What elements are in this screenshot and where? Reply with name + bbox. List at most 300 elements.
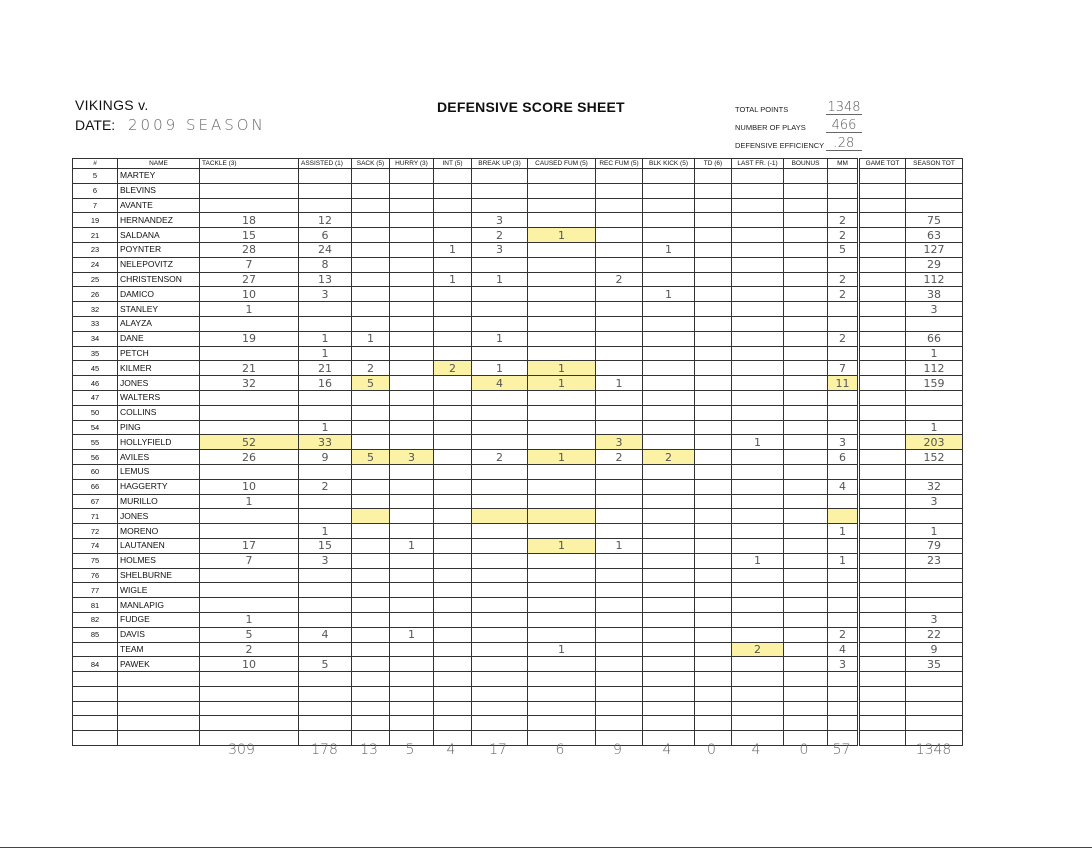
cell-last <box>732 316 784 331</box>
cell-game <box>859 183 906 198</box>
table-row <box>73 672 963 687</box>
cell-sack <box>352 198 390 213</box>
cell-last <box>732 657 784 672</box>
cell-season: 112 <box>906 361 963 376</box>
cell-caused: 1 <box>528 228 596 243</box>
cell-assisted: 21 <box>299 361 352 376</box>
cell-sack: 2 <box>352 361 390 376</box>
cell-num: 81 <box>73 598 118 613</box>
cell-bonus <box>784 257 828 272</box>
cell-caused <box>528 213 596 228</box>
cell-breakup <box>472 672 528 687</box>
cell-game <box>859 686 906 701</box>
cell-bonus <box>784 509 828 524</box>
cell-blk <box>643 598 695 613</box>
cell-bonus <box>784 568 828 583</box>
cell-game <box>859 376 906 391</box>
cell-td <box>695 420 732 435</box>
cell-name: PING <box>118 420 200 435</box>
col-header: # <box>73 159 118 169</box>
cell-mm: 2 <box>828 228 859 243</box>
cell-int <box>434 450 472 465</box>
col-header: BOUNUS <box>784 159 828 169</box>
cell-caused <box>528 272 596 287</box>
cell-tackle <box>200 198 299 213</box>
cell-td <box>695 464 732 479</box>
cell-rec <box>596 642 643 657</box>
cell-num: 34 <box>73 331 118 346</box>
cell-bonus <box>784 228 828 243</box>
cell-td <box>695 287 732 302</box>
cell-rec <box>596 464 643 479</box>
cell-caused <box>528 612 596 627</box>
team-title: VIKINGS v. <box>75 97 149 113</box>
cell-breakup <box>472 701 528 716</box>
cell-name: HERNANDEZ <box>118 213 200 228</box>
cell-hurry: 3 <box>390 450 434 465</box>
cell-caused: 1 <box>528 450 596 465</box>
cell-breakup <box>472 627 528 642</box>
cell-last <box>732 257 784 272</box>
cell-td <box>695 509 732 524</box>
cell-td <box>695 376 732 391</box>
cell-num: 77 <box>73 583 118 598</box>
cell-game <box>859 450 906 465</box>
table-row <box>73 509 963 524</box>
cell-breakup <box>472 464 528 479</box>
cell-int <box>434 642 472 657</box>
cell-mm: 2 <box>828 213 859 228</box>
cell-sack <box>352 287 390 302</box>
cell-int <box>434 612 472 627</box>
cell-sack <box>352 524 390 539</box>
sheet-title: DEFENSIVE SCORE SHEET <box>437 99 625 115</box>
cell-tackle: 19 <box>200 331 299 346</box>
cell-sack <box>352 494 390 509</box>
cell-bonus <box>784 538 828 553</box>
cell-bonus <box>784 524 828 539</box>
cell-season: 63 <box>906 228 963 243</box>
cell-td <box>695 213 732 228</box>
cell-bonus <box>784 183 828 198</box>
cell-caused <box>528 302 596 317</box>
cell-int: 2 <box>434 361 472 376</box>
table-row <box>73 331 963 346</box>
cell-tackle: 32 <box>200 376 299 391</box>
cell-name: AVANTE <box>118 198 200 213</box>
cell-last <box>732 390 784 405</box>
cell-rec <box>596 420 643 435</box>
cell-rec: 3 <box>596 435 643 450</box>
cell-breakup <box>472 598 528 613</box>
cell-sack <box>352 316 390 331</box>
cell-bonus <box>784 479 828 494</box>
cell-num: 25 <box>73 272 118 287</box>
col-header: HURRY (3) <box>390 159 434 169</box>
cell-mm: 1 <box>828 553 859 568</box>
cell-season: 3 <box>906 302 963 317</box>
cell-caused <box>528 524 596 539</box>
cell-name: AVILES <box>118 450 200 465</box>
cell-last <box>732 494 784 509</box>
cell-season: 152 <box>906 450 963 465</box>
cell-last <box>732 464 784 479</box>
cell-name: COLLINS <box>118 405 200 420</box>
cell-hurry <box>390 672 434 687</box>
cell-season: 127 <box>906 242 963 257</box>
cell-int <box>434 524 472 539</box>
cell-mm <box>828 716 859 731</box>
cell-caused <box>528 169 596 184</box>
cell-td <box>695 302 732 317</box>
totals-row <box>72 742 962 762</box>
cell-season: 3 <box>906 494 963 509</box>
cell-last <box>732 509 784 524</box>
cell-num: 21 <box>73 228 118 243</box>
cell-num: 19 <box>73 213 118 228</box>
cell-td <box>695 346 732 361</box>
cell-assisted <box>299 568 352 583</box>
cell-hurry <box>390 376 434 391</box>
cell-last: 1 <box>732 553 784 568</box>
cell-bonus <box>784 657 828 672</box>
cell-int <box>434 198 472 213</box>
cell-hurry <box>390 598 434 613</box>
cell-int <box>434 479 472 494</box>
cell-tackle <box>200 509 299 524</box>
cell-rec <box>596 405 643 420</box>
cell-game <box>859 538 906 553</box>
cell-hurry <box>390 198 434 213</box>
cell-assisted: 5 <box>299 657 352 672</box>
cell-tackle: 18 <box>200 213 299 228</box>
cell-hurry <box>390 420 434 435</box>
cell-mm: 4 <box>828 479 859 494</box>
cell-num: 7 <box>73 198 118 213</box>
cell-rec <box>596 302 643 317</box>
cell-int <box>434 464 472 479</box>
cell-tackle: 52 <box>200 435 299 450</box>
cell-assisted: 1 <box>299 346 352 361</box>
cell-num: 74 <box>73 538 118 553</box>
cell-bonus <box>784 198 828 213</box>
cell-game <box>859 228 906 243</box>
cell-tackle: 10 <box>200 479 299 494</box>
cell-name: STANLEY <box>118 302 200 317</box>
cell-name: BLEVINS <box>118 183 200 198</box>
cell-game <box>859 642 906 657</box>
cell-int <box>434 598 472 613</box>
cell-last <box>732 568 784 583</box>
cell-blk <box>643 302 695 317</box>
cell-assisted <box>299 583 352 598</box>
cell-num: 23 <box>73 242 118 257</box>
cell-tackle <box>200 701 299 716</box>
cell-tackle: 28 <box>200 242 299 257</box>
cell-int <box>434 494 472 509</box>
cell-last <box>732 272 784 287</box>
cell-bonus <box>784 598 828 613</box>
table-row <box>73 272 963 287</box>
cell-hurry <box>390 169 434 184</box>
cell-int <box>434 568 472 583</box>
cell-int <box>434 405 472 420</box>
cell-int <box>434 538 472 553</box>
cell-tackle: 2 <box>200 642 299 657</box>
cell-game <box>859 316 906 331</box>
cell-tackle <box>200 598 299 613</box>
cell-num: 26 <box>73 287 118 302</box>
cell-td <box>695 169 732 184</box>
cell-sack <box>352 686 390 701</box>
cell-num: 33 <box>73 316 118 331</box>
cell-season: 75 <box>906 213 963 228</box>
cell-breakup <box>472 435 528 450</box>
cell-rec: 2 <box>596 450 643 465</box>
cell-td <box>695 257 732 272</box>
cell-td <box>695 538 732 553</box>
cell-name: SALDANA <box>118 228 200 243</box>
cell-breakup <box>472 405 528 420</box>
cell-int <box>434 390 472 405</box>
cell-bonus <box>784 376 828 391</box>
cell-mm: 3 <box>828 657 859 672</box>
cell-int <box>434 553 472 568</box>
cell-blk <box>643 538 695 553</box>
cell-season <box>906 509 963 524</box>
cell-int <box>434 376 472 391</box>
cell-mm <box>828 257 859 272</box>
cell-num: 82 <box>73 612 118 627</box>
cell-mm <box>828 198 859 213</box>
table-row <box>73 183 963 198</box>
cell-td <box>695 390 732 405</box>
cell-assisted <box>299 672 352 687</box>
cell-mm: 11 <box>828 376 859 391</box>
cell-num <box>73 686 118 701</box>
cell-blk <box>643 509 695 524</box>
cell-sack <box>352 568 390 583</box>
cell-game <box>859 612 906 627</box>
cell-last <box>732 672 784 687</box>
cell-name: JONES <box>118 376 200 391</box>
cell-tackle: 1 <box>200 494 299 509</box>
cell-name <box>118 686 200 701</box>
cell-sack <box>352 553 390 568</box>
cell-caused: 1 <box>528 642 596 657</box>
cell-rec <box>596 257 643 272</box>
cell-breakup: 4 <box>472 376 528 391</box>
cell-last: 2 <box>732 642 784 657</box>
cell-num: 56 <box>73 450 118 465</box>
cell-breakup: 2 <box>472 450 528 465</box>
plays-label: NUMBER OF PLAYS <box>735 123 806 132</box>
cell-tackle <box>200 583 299 598</box>
cell-int <box>434 686 472 701</box>
col-header: NAME <box>118 159 200 169</box>
cell-last <box>732 598 784 613</box>
cell-tackle <box>200 346 299 361</box>
cell-last <box>732 701 784 716</box>
cell-blk: 1 <box>643 242 695 257</box>
cell-last <box>732 627 784 642</box>
cell-season: 22 <box>906 627 963 642</box>
cell-last <box>732 183 784 198</box>
cell-blk <box>643 612 695 627</box>
cell-rec <box>596 316 643 331</box>
cell-td <box>695 583 732 598</box>
cell-last <box>732 612 784 627</box>
cell-rec <box>596 716 643 731</box>
cell-hurry <box>390 331 434 346</box>
cell-bonus <box>784 612 828 627</box>
cell-blk <box>643 331 695 346</box>
cell-hurry <box>390 464 434 479</box>
col-header: BREAK UP (3) <box>472 159 528 169</box>
cell-season: 1 <box>906 524 963 539</box>
cell-last <box>732 213 784 228</box>
cell-tackle: 7 <box>200 553 299 568</box>
cell-blk <box>643 361 695 376</box>
cell-hurry <box>390 361 434 376</box>
cell-assisted <box>299 302 352 317</box>
cell-assisted: 15 <box>299 538 352 553</box>
cell-num: 46 <box>73 376 118 391</box>
cell-caused: 1 <box>528 361 596 376</box>
cell-bonus <box>784 169 828 184</box>
cell-hurry <box>390 390 434 405</box>
table-row <box>73 479 963 494</box>
cell-season <box>906 672 963 687</box>
cell-mm: 2 <box>828 272 859 287</box>
cell-bonus <box>784 701 828 716</box>
cell-blk <box>643 553 695 568</box>
total-last: 4 <box>751 742 761 758</box>
cell-breakup <box>472 183 528 198</box>
cell-tackle <box>200 686 299 701</box>
total-sack: 13 <box>360 742 378 758</box>
cell-int: 1 <box>434 242 472 257</box>
table-row <box>73 198 963 213</box>
cell-td <box>695 316 732 331</box>
cell-tackle: 7 <box>200 257 299 272</box>
cell-blk <box>643 346 695 361</box>
cell-mm: 5 <box>828 242 859 257</box>
cell-sack <box>352 657 390 672</box>
cell-hurry <box>390 242 434 257</box>
cell-blk <box>643 627 695 642</box>
cell-blk <box>643 642 695 657</box>
cell-rec <box>596 287 643 302</box>
table-row <box>73 257 963 272</box>
cell-caused <box>528 464 596 479</box>
cell-season: 35 <box>906 657 963 672</box>
cell-hurry: 1 <box>390 538 434 553</box>
cell-rec <box>596 198 643 213</box>
cell-mm <box>828 583 859 598</box>
cell-bonus <box>784 287 828 302</box>
cell-last <box>732 686 784 701</box>
cell-hurry <box>390 287 434 302</box>
cell-td <box>695 524 732 539</box>
cell-breakup <box>472 686 528 701</box>
cell-hurry <box>390 553 434 568</box>
cell-last <box>732 198 784 213</box>
cell-bonus <box>784 242 828 257</box>
cell-mm <box>828 183 859 198</box>
cell-assisted <box>299 169 352 184</box>
table-row <box>73 612 963 627</box>
cell-caused <box>528 568 596 583</box>
cell-name: TEAM <box>118 642 200 657</box>
cell-game <box>859 553 906 568</box>
table-row <box>73 553 963 568</box>
cell-int <box>434 213 472 228</box>
cell-mm <box>828 464 859 479</box>
cell-blk <box>643 494 695 509</box>
cell-name: MANLAPIG <box>118 598 200 613</box>
cell-blk <box>643 479 695 494</box>
cell-bonus <box>784 272 828 287</box>
cell-mm <box>828 568 859 583</box>
cell-caused <box>528 598 596 613</box>
cell-breakup: 3 <box>472 213 528 228</box>
cell-blk: 1 <box>643 287 695 302</box>
cell-caused <box>528 390 596 405</box>
cell-season: 38 <box>906 287 963 302</box>
table-row <box>73 716 963 731</box>
cell-sack <box>352 169 390 184</box>
cell-name: KILMER <box>118 361 200 376</box>
cell-bonus <box>784 450 828 465</box>
cell-breakup <box>472 346 528 361</box>
cell-caused <box>528 316 596 331</box>
cell-sack <box>352 183 390 198</box>
cell-season <box>906 701 963 716</box>
cell-sack <box>352 390 390 405</box>
cell-game <box>859 435 906 450</box>
cell-tackle <box>200 420 299 435</box>
cell-season <box>906 583 963 598</box>
cell-mm: 2 <box>828 627 859 642</box>
cell-assisted <box>299 183 352 198</box>
cell-hurry <box>390 612 434 627</box>
cell-blk <box>643 716 695 731</box>
table-row <box>73 598 963 613</box>
col-header: GAME TOT <box>859 159 906 169</box>
cell-name: SHELBURNE <box>118 568 200 583</box>
cell-td <box>695 183 732 198</box>
cell-hurry: 1 <box>390 627 434 642</box>
cell-int <box>434 435 472 450</box>
cell-mm <box>828 346 859 361</box>
cell-assisted: 12 <box>299 213 352 228</box>
cell-blk <box>643 228 695 243</box>
cell-mm <box>828 612 859 627</box>
cell-num: 76 <box>73 568 118 583</box>
cell-tackle: 26 <box>200 450 299 465</box>
cell-blk <box>643 435 695 450</box>
cell-name: PETCH <box>118 346 200 361</box>
table-row <box>73 228 963 243</box>
cell-td <box>695 361 732 376</box>
cell-bonus <box>784 361 828 376</box>
cell-caused <box>528 701 596 716</box>
cell-assisted: 4 <box>299 627 352 642</box>
score-table <box>72 158 963 746</box>
cell-name <box>118 716 200 731</box>
cell-td <box>695 612 732 627</box>
